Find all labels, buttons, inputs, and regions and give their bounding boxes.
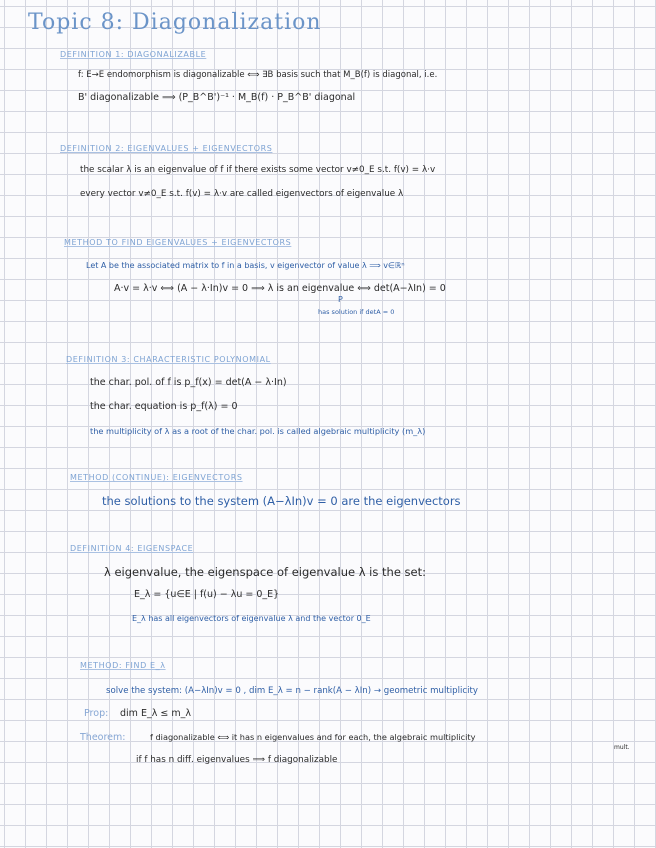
theorem-label: Theorem: [80,732,126,743]
definition-4-line-2: E_λ = {u∈E | f(u) − λu = 0_E} [134,589,280,600]
method-2-heading: METHOD (CONTINUE): EIGENVECTORS [70,473,243,482]
theorem-line-2: if f has n diff. eigenvalues ⟹ f diagonalizable [136,755,338,765]
definition-2-heading: DEFINITION 2: EIGENVALUES + EIGENVECTORS [60,144,273,153]
method-2-line-1: the solutions to the system (A−λIn)v = 0 are the eigenvectors [102,494,461,508]
method-1-line-2: A·v = λ·v ⟺ (A − λ·In)v = 0 ⟹ λ is an eigenvalue ⟺ det(A−λIn) = 0 [114,283,446,294]
definition-2-line-2: every vector v≠0_E s.t. f(v) = λ·v are called eigenvectors of eigenvalue λ [80,189,404,199]
definition-3-heading: DEFINITION 3: CHARACTERISTIC POLYNOMIAL [66,355,271,364]
method-3-line-1: solve the system: (A−λIn)v = 0 , dim E_λ = n − rank(A − λIn) → geometric multiplicity [106,686,478,696]
definition-3-line-2: the char. equation is p_f(λ) = 0 [90,401,238,412]
definition-2-line-1: the scalar λ is an eigenvalue of f if there exists some vector v≠0_E s.t. f(v) = λ·v [80,165,436,175]
definition-3-line-1: the char. pol. of f is p_f(x) = det(A − λ·In) [90,377,287,388]
definition-4-heading: DEFINITION 4: EIGENSPACE [70,544,194,553]
definition-1-heading: DEFINITION 1: DIAGONALIZABLE [60,50,207,59]
theorem-line-1-continued: mult. [614,744,630,751]
prop-label: Prop: [84,708,109,719]
method-1-line-1: Let A be the associated matrix to f in a basis, v eigenvector of value λ ⟹ v∈ℝⁿ [86,261,405,270]
definition-3-line-3: the multiplicity of λ as a root of the char. pol. is called algebraic multiplicity (m_λ) [90,426,426,436]
page-title: Topic 8: Diagonalization [28,10,322,35]
method-1-marker: P [338,295,343,304]
method-1-note: has solution if detA = 0 [318,308,395,316]
definition-1-line-1: f: E→E endomorphism is diagonalizable ⟺ ∃B basis such that M_B(f) is diagonal, i.e. [78,70,438,80]
definition-4-line-3: E_λ has all eigenvectors of eigenvalue λ and the vector 0_E [132,614,371,623]
method-1-heading: METHOD TO FIND EIGENVALUES + EIGENVECTORS [64,238,292,247]
definition-1-line-2: B' diagonalizable ⟹ (P_B^B')⁻¹ · M_B(f) · P_B^B' diagonal [78,92,356,103]
method-3-heading: METHOD: FIND E_λ [80,661,166,670]
prop-text: dim E_λ ≤ m_λ [120,708,191,719]
theorem-line-1: f diagonalizable ⟺ it has n eigenvalues and for each, the algebraic multiplicity [150,732,476,742]
definition-4-line-1: λ eigenvalue, the eigenspace of eigenvalue λ is the set: [104,565,426,579]
